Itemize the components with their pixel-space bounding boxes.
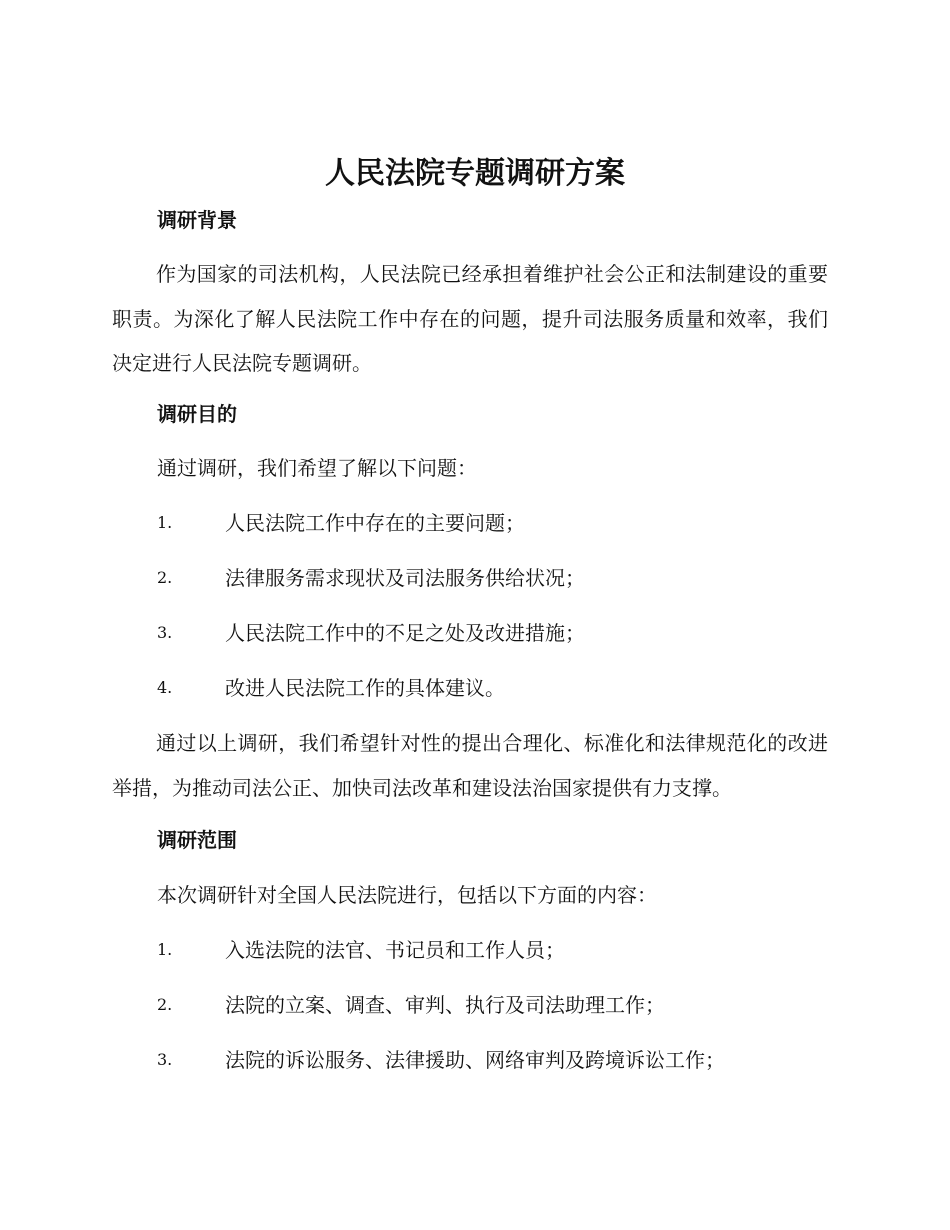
- list-number: 1.: [157, 513, 173, 532]
- list-item: [157, 508, 837, 538]
- section-heading-scope: 调研范围: [157, 828, 237, 852]
- purpose-intro: 通过调研，我们希望了解以下问题：: [157, 456, 477, 480]
- document-title: 人民法院专题调研方案: [325, 156, 625, 191]
- list-item: [157, 935, 837, 965]
- list-number: 2.: [157, 995, 173, 1014]
- list-text: 法院的诉讼服务、法律援助、网络审判及跨境诉讼工作；: [225, 1048, 725, 1072]
- scope-intro: 本次调研针对全国人民法院进行，包括以下方面的内容：: [157, 883, 657, 907]
- background-paragraph: 作为国家的司法机构，人民法院已经承担着维护社会公正和法制建设的重要职责。为深化了解人民法院工作中存在的问题，提升司法服务质量和效率，我们决定进行人民法院专题调研。: [112, 262, 828, 375]
- list-item: [157, 1045, 837, 1075]
- list-item: [157, 990, 837, 1020]
- list-text: 入选法院的法官、书记员和工作人员；: [225, 938, 565, 962]
- list-number: 1.: [157, 940, 173, 959]
- list-number: 4.: [157, 678, 173, 697]
- list-text: 人民法院工作中存在的主要问题；: [225, 511, 525, 535]
- purpose-conclusion-paragraph: 通过以上调研，我们希望针对性的提出合理化、标准化和法律规范化的改进举措，为推动司法公正、加快司法改革和建设法治国家提供有力支撑。: [112, 731, 828, 800]
- list-text: 法院的立案、调查、审判、执行及司法助理工作；: [225, 993, 665, 1017]
- list-text: 改进人民法院工作的具体建议。: [225, 676, 505, 700]
- section-heading-purpose: 调研目的: [157, 402, 237, 426]
- list-text: 人民法院工作中的不足之处及改进措施；: [225, 621, 585, 645]
- list-item: [157, 618, 837, 648]
- list-text: 法律服务需求现状及司法服务供给状况；: [225, 566, 585, 590]
- list-item: [157, 673, 837, 703]
- section-heading-background: 调研背景: [157, 208, 237, 232]
- list-item: [157, 563, 837, 593]
- list-number: 2.: [157, 568, 173, 587]
- list-number: 3.: [157, 1050, 173, 1069]
- list-number: 3.: [157, 623, 173, 642]
